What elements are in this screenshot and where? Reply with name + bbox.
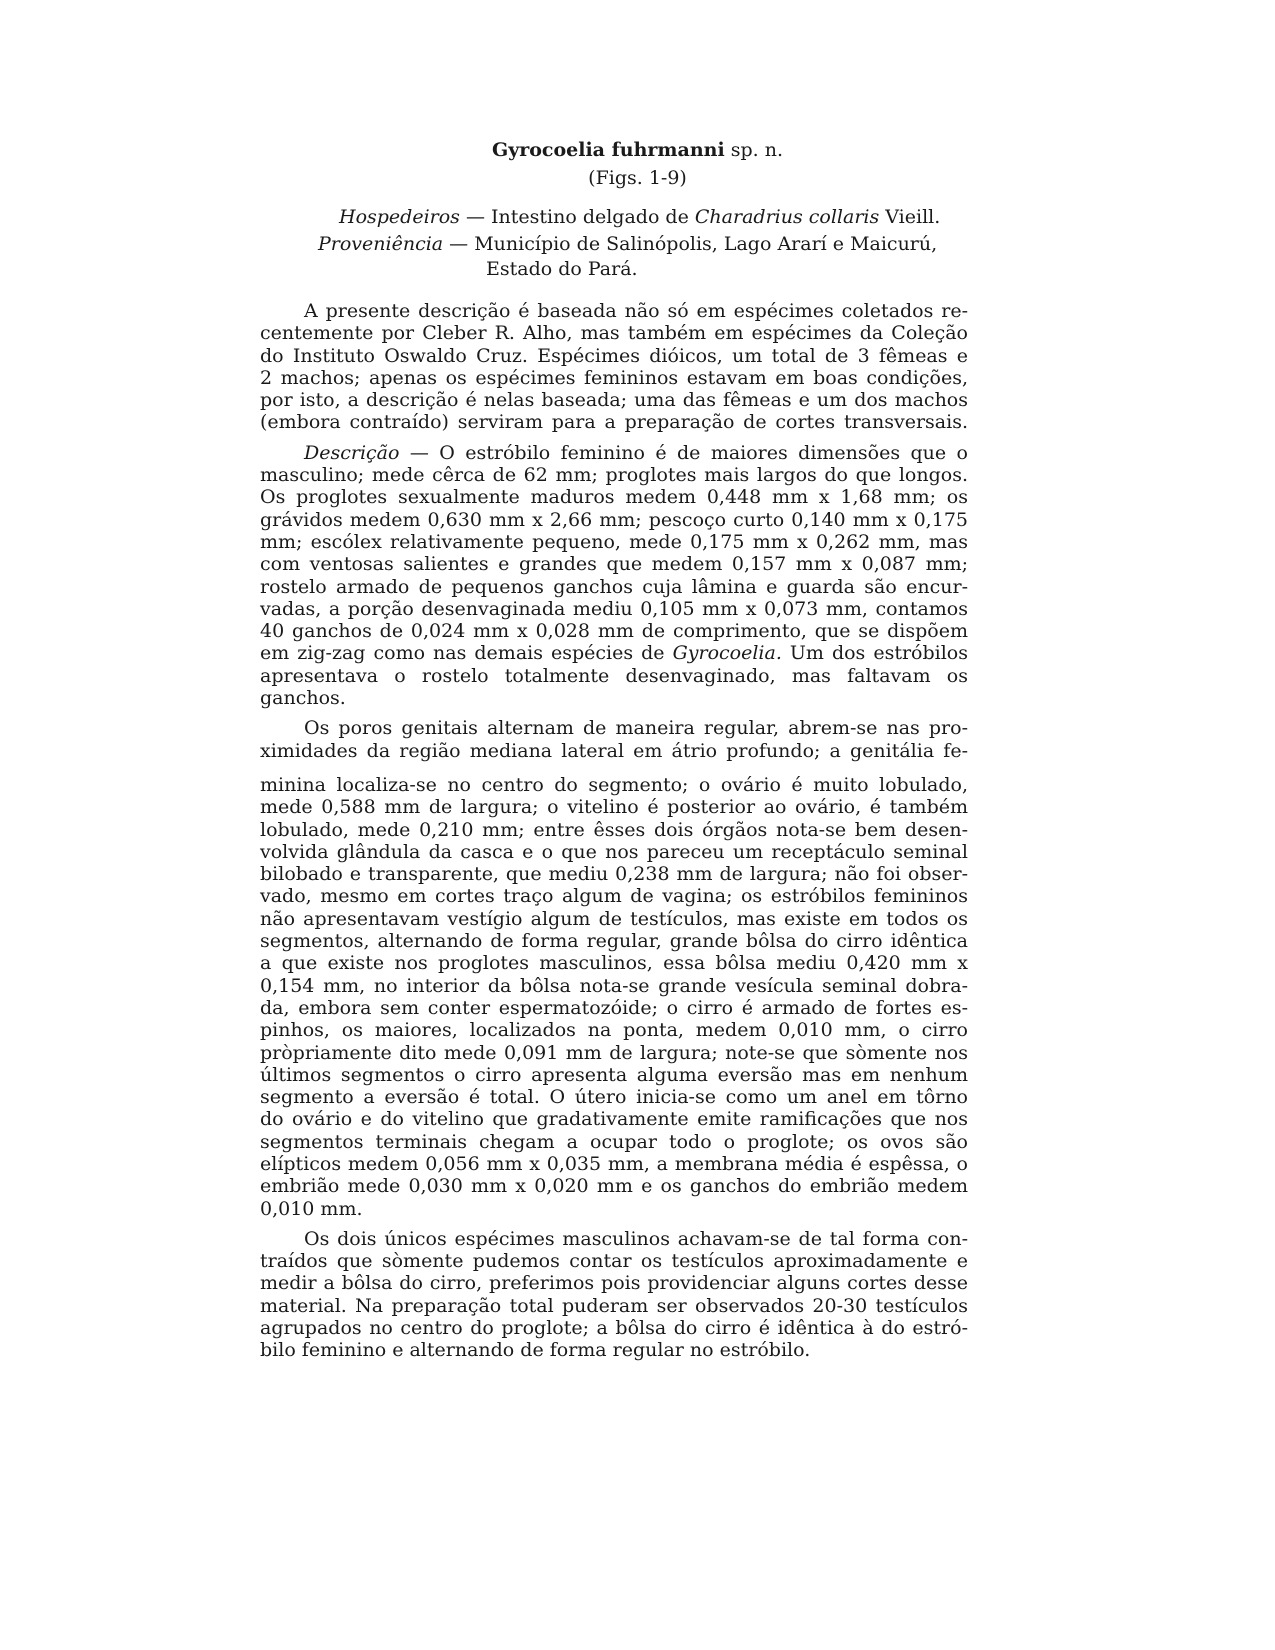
gyro-line-a: em zig-zag como nas demais espécies de	[260, 642, 665, 665]
text-line: ganchos.	[260, 687, 346, 710]
paragraph-female-genitalia	[260, 774, 968, 1220]
paragraph-genital-pores	[260, 717, 968, 762]
text-line: pròpriamente dito mede 0,091 mm de largura; note-se que sòmente nos	[260, 1041, 968, 1064]
text-line: agrupados no centro do proglote; a bôlsa do cirro é idêntica à do estró-	[260, 1317, 968, 1340]
origin-label: Proveniência	[318, 233, 444, 255]
text-line: bilobado e transparente, que mediu 0,238 mm de largura; não foi obser-	[260, 863, 968, 886]
host-author: Vieill.	[885, 206, 941, 228]
text-line: masculino; mede cêrca de 62 mm; proglotes mais largos do que longos.	[260, 464, 968, 487]
text-line: A presente descrição é baseada não só em espécimes coletados re-	[304, 300, 968, 322]
text-line: traídos que sòmente pudemos contar os testículos aproximadamente e	[260, 1250, 968, 1273]
hosts-text: Intestino delgado de	[491, 206, 689, 228]
text-line: Os poros genitais alternam de maneira regular, abrem-se nas pro-	[304, 717, 968, 740]
text-line: Os dois únicos espécimes masculinos achavam-se de tal forma con-	[304, 1227, 968, 1250]
text-line: do ovário e do vitelino que gradativamente emite ramificações que nos	[260, 1108, 968, 1131]
text-line: minina localiza-se no centro do segmento; o ovário é muito lobulado,	[260, 773, 968, 796]
text-line: segmento a eversão é total. O útero inicia-se como um anel em tôrno	[260, 1086, 968, 1109]
origin-line	[318, 232, 937, 256]
body-text	[260, 300, 968, 1370]
gyro-line-b: Um dos estróbilos	[789, 642, 968, 665]
text-line: ximidades da região mediana lateral em átrio profundo; a genitália fe-	[260, 739, 968, 762]
species-suffix: sp. n.	[730, 139, 784, 161]
text-line: do Instituto Oswaldo Cruz. Espécimes dióicos, um total de 3 fêmeas e	[260, 344, 968, 367]
paragraph-intro	[260, 300, 968, 434]
hosts-label: Hospedeiros	[339, 206, 460, 228]
text-line: lobulado, mede 0,210 mm; entre êsses dois órgãos nota-se bem desen-	[260, 818, 968, 841]
text-line: 0,010 mm.	[260, 1197, 363, 1220]
description-label: Descrição	[304, 441, 400, 464]
text-line: volvida glândula da casca e o que nos pareceu um receptáculo seminal	[260, 840, 968, 863]
text-line: 2 machos; apenas os espécimes femininos estavam em boas condições,	[260, 366, 968, 389]
text-line: vado, mesmo em cortes traço algum de vagina; os estróbilos femininos	[260, 885, 968, 908]
genus-name: Gyrocoelia.	[672, 642, 782, 665]
text-line: embrião mede 0,030 mm x 0,020 mm e os ganchos do embrião medem	[260, 1175, 968, 1198]
text-line: da, embora sem conter espermatozóide; o cirro é armado de fortes es-	[260, 996, 968, 1019]
description-first-line: O estróbilo feminino é de maiores dimensões que o	[439, 441, 968, 464]
text-line: 40 ganchos de 0,024 mm x 0,028 mm de comprimento, que se dispõem	[260, 620, 968, 643]
text-line: rostelo armado de pequenos ganchos cuja lâmina e guarda são encur-	[260, 575, 968, 598]
text-line: por isto, a descrição é nelas baseada; uma das fêmeas e um dos machos	[260, 389, 968, 412]
text-line: apresentava o rostelo totalmente desenvaginado, mas faltavam os	[260, 664, 968, 687]
text-line: segmentos, alternando de forma regular, grande bôlsa do cirro idêntica	[260, 930, 968, 953]
text-line: a que existe nos proglotes masculinos, essa bôlsa mediu 0,420 mm x	[260, 952, 968, 975]
text-line: segmentos terminais chegam a ocupar todo o proglote; os ovos são	[260, 1130, 968, 1153]
text-line: elípticos medem 0,056 mm x 0,035 mm, a membrana média é espêssa, o	[260, 1152, 968, 1175]
text-line: grávidos medem 0,630 mm x 2,66 mm; pescoço curto 0,140 mm x 0,175	[260, 508, 968, 531]
text-line: últimos segmentos o cirro apresenta alguma eversão mas em nenhum	[260, 1063, 968, 1086]
species-name: Gyrocoelia fuhrmanni	[491, 139, 725, 161]
paragraph-description	[260, 442, 968, 710]
origin-dash: —	[449, 233, 469, 255]
text-line: pinhos, os maiores, localizados na ponta, medem 0,010 mm, o cirro	[260, 1019, 968, 1042]
description-dash: —	[409, 441, 429, 464]
text-line: medir a bôlsa do cirro, preferimos pois providenciar alguns cortes desse	[260, 1272, 968, 1295]
origin-text-1: Município de Salinópolis, Lago Ararí e Maicurú,	[474, 233, 938, 255]
text-line: com ventosas salientes e grandes que medem 0,157 mm x 0,087 mm;	[260, 553, 968, 576]
text-line	[260, 642, 968, 664]
host-species: Charadrius collaris	[694, 206, 880, 228]
text-line: (embora contraído) serviram para a preparação de cortes transversais.	[260, 411, 968, 434]
figures-reference: (Figs. 1-9)	[588, 167, 687, 189]
hosts-line	[339, 205, 940, 229]
text-line: mede 0,588 mm de largura; o vitelino é posterior ao ovário, é também	[260, 796, 968, 819]
text-line: material. Na preparação total puderam ser observados 20-30 testículos	[260, 1294, 968, 1317]
text-line: Os proglotes sexualmente maduros medem 0,448 mm x 1,68 mm; os	[260, 486, 968, 509]
species-title	[0, 138, 1275, 162]
text-line: 0,154 mm, no interior da bôlsa nota-se grande vesícula seminal dobra-	[260, 974, 968, 997]
text-line: bilo feminino e alternando de forma regular no estróbilo.	[260, 1339, 811, 1362]
origin-text-2: Estado do Pará.	[486, 258, 638, 280]
text-line: mm; escólex relativamente pequeno, mede 0,175 mm x 0,262 mm, mas	[260, 530, 968, 553]
hosts-dash: —	[465, 206, 485, 228]
paragraph-male-specimens	[260, 1228, 968, 1362]
text-line: vadas, a porção desenvaginada mediu 0,105 mm x 0,073 mm, contamos	[260, 597, 968, 620]
text-line	[260, 442, 968, 464]
text-line: centemente por Cleber R. Alho, mas também em espécimes da Coleção	[260, 322, 968, 345]
text-line: não apresentavam vestígio algum de testículos, mas existe em todos os	[260, 907, 968, 930]
